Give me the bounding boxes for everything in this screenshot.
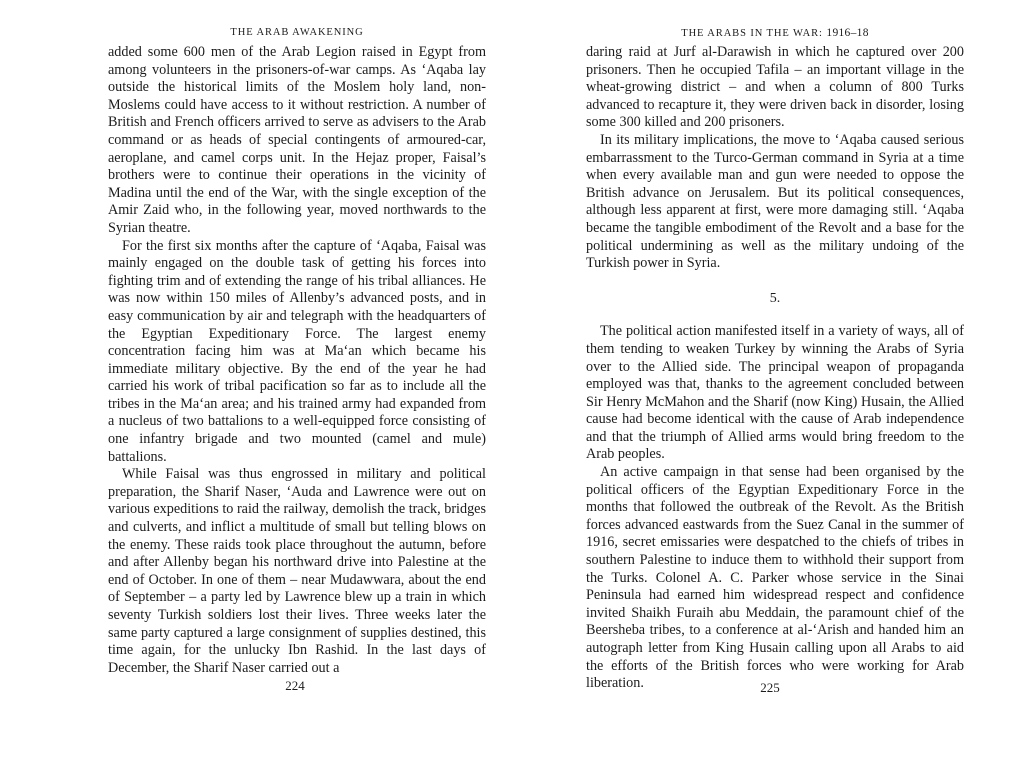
paragraph: added some 600 men of the Arab Legion raised in Egypt from among volunteers in the prisoners-of-war camps. As ‘Aqaba lay outside the historical limits of the Moslem holy land, non-Moslems could have access to it without restriction. A number of British and French officers arrived to serve as advisers to the Arab command or as heads of special contingents of armoured-car, aeroplane, and camel corps unit. In the Hejaz proper, Faisal’s brothers were to continue their operations in the vicinity of Madina until the end of the War, with the single exception of the Amir Zaid who, in the following year, moved northwards to the Syrian theatre. bbox=[108, 44, 486, 236]
page-body bbox=[108, 44, 486, 677]
paragraph: For the first six months after the capture of ‘Aqaba, Faisal was mainly engaged on the double task of getting his forces into fighting trim and of extending the range of his tribal alliances. He was now within 150 miles of Allenby’s advanced posts, and in easy communication by air and telegraph with the headquarters of the Egyptian Expeditionary Force. The largest enemy concentration facing him was at Ma‘an which became his immediate military objective. By the end of the year he had carried his work of tribal pacification so far as to include all the tribes in the Ma‘an area; and his trained army had expanded from a nucleus of two battalions to a well-equipped force consisting of one infantry brigade and two mounted (camel and mule) battalions. bbox=[108, 237, 486, 465]
section-number: 5. bbox=[769, 290, 781, 306]
page-number: 225 bbox=[760, 680, 780, 695]
paragraph: In its military implications, the move to ‘Aqaba caused serious embarrassment to the Turco-German command in Syria at a time when every available man and gun were needed to oppose the British advance on Jerusalem. But its political consequences, although less apparent at first, were more damaging still. ‘Aqaba became the tangible embodiment of the Revolt and a base for the political undermining as well as the military undoing of the Turkish power in Syria. bbox=[586, 131, 964, 272]
paragraph: While Faisal was thus engrossed in military and political preparation, the Sharif Naser, ‘Auda and Lawrence were out on various expeditions to raid the railway, demolish the track, bridges and culverts, and inflict a multitude of small but telling blows on the enemy. These raids took place throughout the autumn, before and after Allenby began his northward drive into Palestine at the end of October. In one of them – near Mudawwara, about the end of September – a party led by Lawrence blew up a train in which seventy Turkish soldiers lost their lives. Three weeks later the same party captured a large consignment of supplies destined, this time again, for the unlucky Ibn Rashid. In the last days of December, the Sharif Naser carried out a bbox=[108, 466, 486, 676]
running-head: THE ARAB AWAKENING bbox=[230, 27, 364, 38]
paragraph: The political action manifested itself in a variety of ways, all of them tending to weaken Turkey by winning the Arabs of Syria over to the Allied side. The principal weapon of propaganda employed was that, thanks to the agreement concluded between Sir Henry McMahon and the Sharif (now King) Husain, the Allied cause had become identical with the cause of Arab independence and that the triumph of Allied arms would bring freedom to the Arab peoples. bbox=[586, 323, 964, 463]
running-head bbox=[586, 26, 964, 40]
running-head-years: 1916–18 bbox=[826, 27, 869, 39]
right-page bbox=[586, 26, 964, 693]
page-body bbox=[586, 44, 964, 693]
left-page bbox=[108, 26, 486, 677]
paragraph: An active campaign in that sense had been organised by the political officers of the Egyptian Expeditionary Force in the months that followed the outbreak of the Revolt. As the British forces advanced eastwards from the Suez Canal in the summer of 1916, secret emissaries were despatched to the chiefs of tribes in southern Palestine to induce them to withhold their support from the Turks. Colonel A. C. Parker whose service in the Sinai Peninsula had earned him widespread respect and confidence invited Shaikh Furaih abu Meddain, the paramount chief of the Beersheba tribes, to a conference at al-‘Arish and handed him an autograph letter from King Husain calling upon all Arabs to aid the efforts of the British forces who were working for Arab liberation. bbox=[586, 464, 964, 692]
page-number: 224 bbox=[285, 678, 305, 693]
running-head-title: THE ARABS IN THE WAR: bbox=[681, 28, 823, 39]
paragraph: daring raid at Jurf al-Darawish in which he captured over 200 prisoners. Then he occupied Tafila – an important village in the wheat-growing district – and when a column of 800 Turks advanced to recapture it, they were driven back in disorder, losing some 300 killed and 200 prisoners. bbox=[586, 44, 964, 131]
